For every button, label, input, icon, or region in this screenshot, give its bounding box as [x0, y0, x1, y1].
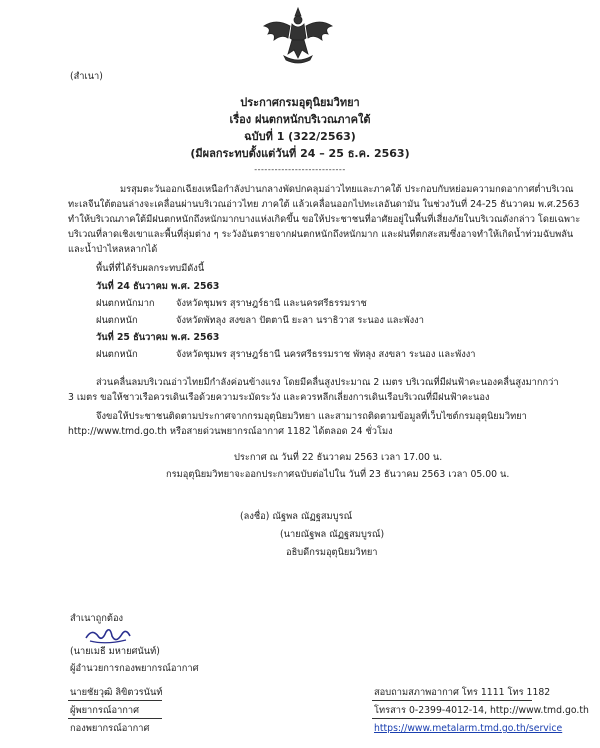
footer-forecaster-name: นายชัยวุฒิ ลิขิตวรนันท์ — [70, 687, 163, 698]
header-divider: --------------------------- — [254, 165, 346, 174]
next-issue: กรมอุตุนิยมวิทยาจะออกประกาศฉบับต่อไปใน วันที่ 23 ธันวาคม 2563 เวลา 05.00 น. — [166, 469, 510, 480]
area-label: ฝนตกหนักมาก — [96, 298, 155, 309]
certify-label: สำเนาถูกต้อง — [70, 613, 124, 624]
certify-position: ผู้อำนวยการกองพยากรณ์อากาศ — [70, 663, 199, 674]
footer-divider — [68, 700, 162, 701]
para1-line: ทะเลจีนใต้ตอนล่างจะเคลื่อนผ่านบริเวณอ่าวไทย ภาคใต้ แล้วเคลื่อนออกไปทะเลอันดามัน ในช่วงวันที่ 24-25 ธันวาคม พ.ศ.2563 — [68, 199, 580, 210]
footer-division: กองพยากรณ์อากาศ — [70, 723, 150, 734]
signature-signed: (ลงชื่อ) ณัฐพล ณัฏฐสมบูรณ์ — [240, 511, 353, 522]
footer-phone: สอบถามสภาพอากาศ โทร 1111 โทร 1182 — [374, 687, 551, 698]
para3-line: จึงขอให้ประชาชนติดตามประกาศจากกรมอุตุนิยมวิทยา และสามารถติดตามข้อมูลที่เว็บไซต์กรมอุตุนิยมวิทยา — [96, 411, 527, 422]
para1-line: และน้ำป่าไหลหลากได้ — [68, 244, 158, 255]
area-label: ฝนตกหนัก — [96, 349, 138, 360]
footer-forecaster-role: ผู้พยากรณ์อากาศ — [70, 705, 140, 716]
announcement-title: ประกาศกรมอุตุนิยมวิทยา — [240, 96, 360, 109]
para1-line: บริเวณที่ลาดเชิงเขาและพื้นที่ลุ่มต่าง ๆ ระวังอันตรายจากฝนตกหนักถึงหนักมาก และฝนที่ตกสะสมซึ่งอาจทำให้เกิดน้ำท่วมฉับพลัน — [68, 229, 574, 240]
para1-line: มรสุมตะวันออกเฉียงเหนือกำลังปานกลางพัดปกคลุมอ่าวไทยและภาคใต้ ประกอบกับหย่อมความกดอากาศต่ำบริเวณ — [120, 184, 574, 195]
para2-line: ส่วนคลื่นลมบริเวณอ่าวไทยมีกำลังค่อนข้างแรง โดยมีคลื่นสูงประมาณ 2 เมตร บริเวณที่มีฝนฟ้าคะนองคลื่นสูงมากกว่า — [96, 377, 559, 388]
signature-position: อธิบดีกรมอุตุนิยมวิทยา — [286, 547, 378, 558]
affected-intro: พื้นที่ที่ได้รับผลกระทบมีดังนี้ — [96, 263, 205, 274]
handwritten-signature-icon — [82, 624, 134, 646]
certify-name: (นายเมธี มหายศนันท์) — [70, 646, 160, 657]
para1-line: ทำให้บริเวณภาคใต้มีฝนตกหนักถึงหนักมากบางแห่งเกิดขึ้น ขอให้ประชาชนที่อาศัยอยู่ในพื้นที่เสี่ยงภัยในบริเวณดังกล่าว โดยเฉพาะ — [68, 214, 581, 225]
signature-name: (นายณัฐพล ณัฏฐสมบูรณ์) — [280, 529, 385, 540]
garuda-emblem-icon — [258, 4, 338, 66]
area-provinces: จังหวัดพัทลุง สงขลา ปัตตานี ยะลา นราธิวาส ระนอง และพังงา — [176, 315, 424, 326]
announcement-effective: (มีผลกระทบตั้งแต่วันที่ 24 – 25 ธ.ค. 2563) — [190, 147, 410, 160]
footer-fax: โทรสาร 0-2399-4012-14, http://www.tmd.go.th — [374, 705, 589, 716]
announcement-subject: เรื่อง ฝนตกหนักบริเวณภาคใต้ — [229, 113, 371, 126]
para2-line: 3 เมตร ขอให้ชาวเรือควรเดินเรือด้วยความระมัดระวัง และควรหลีกเลี่ยงการเดินเรือบริเวณที่มีฝนฟ้าคะนอง — [68, 392, 490, 403]
service-link[interactable]: https://www.metalarm.tmd.go.th/service — [374, 723, 563, 734]
area-label: ฝนตกหนัก — [96, 315, 138, 326]
footer-divider — [68, 718, 162, 719]
area-provinces: จังหวัดชุมพร สุราษฎร์ธานี นครศรีธรรมราช พัทลุง สงขลา ระนอง และพังงา — [176, 349, 476, 360]
announcement-issue: ฉบับที่ 1 (322/2563) — [244, 130, 356, 143]
area-provinces: จังหวัดชุมพร สุราษฎร์ธานี และนครศรีธรรมราช — [176, 298, 367, 309]
announced-date: ประกาศ ณ วันที่ 22 ธันวาคม 2563 เวลา 17.00 น. — [234, 452, 443, 463]
day-heading: วันที่ 24 ธันวาคม พ.ศ. 2563 — [96, 281, 220, 292]
copy-mark: (สำเนา) — [70, 71, 103, 82]
footer-divider — [372, 700, 532, 701]
footer-divider — [372, 718, 532, 719]
para3-line: http://www.tmd.go.th หรือสายด่วนพยากรณ์อากาศ 1182 ได้ตลอด 24 ชั่วโมง — [68, 426, 393, 437]
day-heading: วันที่ 25 ธันวาคม พ.ศ. 2563 — [96, 332, 220, 343]
